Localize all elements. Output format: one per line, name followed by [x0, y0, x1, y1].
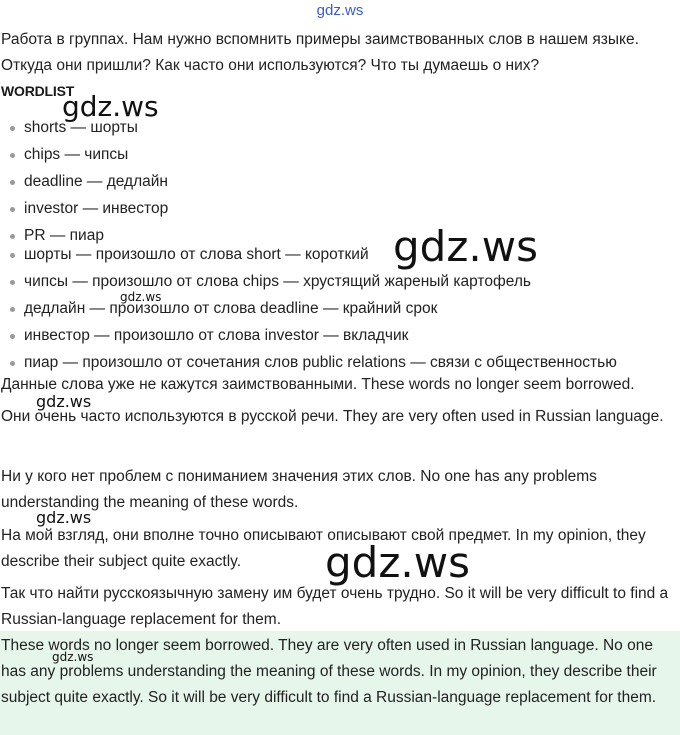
- intro-line-2: Откуда они пришли? Как часто они используются? Что ты думаешь о них?: [1, 57, 540, 74]
- watermark-logo: gdz.ws: [52, 650, 94, 664]
- bullet-dot: [10, 280, 15, 285]
- bullet-dot: [10, 126, 15, 131]
- watermark-logo: gdz.ws: [62, 90, 159, 123]
- paragraph-4: На мой взгляд, они вполне точно описывают описывают свой предмет. In my opinion, they describe their subject quite exactly.: [1, 527, 646, 570]
- bullet-dot: [10, 234, 15, 239]
- list-item: shorts — шорты: [24, 119, 138, 136]
- wordlist-heading: WORDLIST: [1, 83, 75, 99]
- list-item: шорты — произошло от слова short — короткий: [24, 246, 369, 263]
- watermark-logo: gdz.ws: [393, 222, 538, 271]
- bullet-dot: [10, 180, 15, 185]
- bullet-dot: [10, 334, 15, 339]
- bullet-dot: [10, 307, 15, 312]
- summary-text: These words no longer seem borrowed. They are very often used in Russian language. No one has any problems understanding the meaning of these words. In my opinion, they describe their subject quite exactly. So it will be very difficult to find a Russian-language replacement for them.: [1, 637, 657, 706]
- list-item: PR — пиар: [24, 227, 104, 244]
- list-item: чипсы — произошло от слова chips — хрустящий жареный картофель: [24, 273, 531, 290]
- bullet-dot: [10, 207, 15, 212]
- list-item: chips — чипсы: [24, 146, 129, 163]
- list-item: дедлайн — произошло от слова deadline — крайний срок: [24, 300, 438, 317]
- list-item: инвестор — произошло от слова investor — вкладчик: [24, 327, 409, 344]
- list-item: investor — инвестор: [24, 200, 169, 217]
- watermark-logo: gdz.ws: [120, 290, 162, 304]
- paragraph-5: Так что найти русскоязычную замену им будет очень трудно. So it will be very difficult to find a Russian-language replacement for them.: [1, 585, 669, 628]
- watermark-logo: gdz.ws: [36, 508, 92, 527]
- site-header[interactable]: gdz.ws: [316, 2, 364, 19]
- watermark-logo: gdz.ws: [36, 392, 92, 411]
- list-item: пиар — произошло от сочетания слов public relations — связи с общественностью: [24, 354, 617, 371]
- bullet-dot: [10, 153, 15, 158]
- bullet-dot: [10, 253, 15, 258]
- paragraph-3: Ни у кого нет проблем с пониманием значения этих слов. No one has any problems understanding the meaning of these words.: [1, 468, 597, 511]
- intro-line-1: Работа в группах. Нам нужно вспомнить примеры заимствованных слов в нашем языке.: [1, 31, 639, 48]
- paragraph-1: Данные слова уже не кажутся заимствованными. These words no longer seem borrowed.: [1, 376, 635, 393]
- paragraph-2: Они очень часто используются в русской речи. They are very often used in Russian language.: [1, 408, 664, 425]
- watermark-logo: gdz.ws: [325, 538, 470, 587]
- list-item: deadline — дедлайн: [24, 173, 168, 190]
- bullet-dot: [10, 361, 15, 366]
